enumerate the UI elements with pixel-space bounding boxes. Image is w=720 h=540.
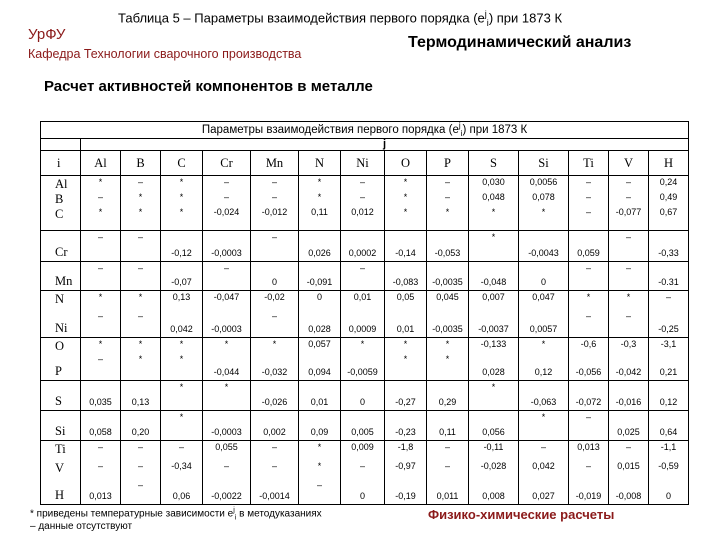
- footnote-star-end: в методуказаниях: [236, 508, 322, 520]
- table-cell: -0,072: [569, 381, 609, 411]
- column-header: N: [299, 151, 341, 176]
- table-cell: -0,0059: [341, 353, 385, 381]
- table-cell: –: [341, 460, 385, 479]
- table-cell: –: [569, 206, 609, 231]
- table-cell: 0,67: [649, 206, 689, 231]
- row-label: S: [41, 381, 81, 411]
- row-label: Ti: [41, 441, 81, 461]
- table-cell: –: [121, 176, 161, 192]
- table-cell: –: [569, 176, 609, 192]
- table-cell: 0,012: [341, 206, 385, 231]
- table-cell: 0,29: [427, 381, 469, 411]
- column-header: Ti: [569, 151, 609, 176]
- table-row: [41, 176, 689, 192]
- table-cell: *: [121, 338, 161, 354]
- table-row: [41, 353, 689, 381]
- row-label: Mn: [41, 262, 81, 291]
- table-cell: 0,013: [81, 479, 121, 505]
- table-cell: *: [81, 291, 121, 311]
- table-cell: 0,24: [649, 176, 689, 192]
- table-cell: 0,056: [469, 411, 519, 441]
- table-row: [41, 479, 689, 505]
- row-label: C: [41, 206, 81, 231]
- table-cell: –: [569, 262, 609, 291]
- table-cell: –: [609, 231, 649, 262]
- table-cell: -1,1: [649, 441, 689, 461]
- table-cell: –: [341, 176, 385, 192]
- table-row: [41, 411, 689, 441]
- table-cell: *: [299, 176, 341, 192]
- table-caption-sub: i: [460, 129, 463, 139]
- table-cell: *: [341, 338, 385, 354]
- table-cell: –: [609, 310, 649, 338]
- table-cell: *: [81, 176, 121, 192]
- table-cell: 0,20: [121, 411, 161, 441]
- table-cell: 0,01: [341, 291, 385, 311]
- table-cell: –: [121, 441, 161, 461]
- table-cell: *: [161, 381, 203, 411]
- table-cell: –: [161, 441, 203, 461]
- footnote-sub: i: [234, 514, 237, 522]
- table-cell: -0,016: [609, 381, 649, 411]
- column-header: Al: [81, 151, 121, 176]
- table-cell: 0,13: [161, 291, 203, 311]
- table-cell: *: [519, 411, 569, 441]
- table-cell: 0,09: [299, 411, 341, 441]
- slide-subtitle: Расчет активностей компонентов в металле: [44, 78, 373, 95]
- table-cell: –: [427, 176, 469, 192]
- table-cell: 0,015: [609, 460, 649, 479]
- table-cell: –: [81, 441, 121, 461]
- table-cell: 0,013: [569, 441, 609, 461]
- row-label: Ni: [41, 310, 81, 338]
- table-cell: *: [161, 353, 203, 381]
- table-cell: -0,0035: [427, 262, 469, 291]
- table-cell: *: [299, 441, 341, 461]
- table-cell: *: [161, 206, 203, 231]
- j-label: j: [81, 139, 689, 151]
- table-cell: -0,019: [569, 479, 609, 505]
- table-cell: 0,045: [427, 291, 469, 311]
- table-row: [41, 231, 689, 262]
- column-header: C: [161, 151, 203, 176]
- table-cell: -0,0014: [251, 479, 299, 505]
- table-cell: 0,01: [299, 381, 341, 411]
- column-header: V: [609, 151, 649, 176]
- table-cell: 0,048: [469, 191, 519, 206]
- table-cell: *: [203, 381, 251, 411]
- corner-cell: [41, 139, 81, 151]
- table-cell: -0,063: [519, 381, 569, 411]
- table-cell: -0,048: [469, 262, 519, 291]
- table-cell: –: [609, 441, 649, 461]
- table-cell: *: [385, 206, 427, 231]
- table-cell: *: [121, 353, 161, 381]
- table-cell: –: [569, 310, 609, 338]
- table-cell: –: [251, 176, 299, 192]
- table-cell: –: [203, 191, 251, 206]
- table-cell: *: [609, 291, 649, 311]
- table-cell: *: [81, 206, 121, 231]
- table-cell: *: [385, 191, 427, 206]
- table-cell: *: [121, 206, 161, 231]
- table-cell: 0,0009: [341, 310, 385, 338]
- table-cell: –: [81, 353, 121, 381]
- table-cell: –: [81, 460, 121, 479]
- table-cell: *: [469, 231, 519, 262]
- table-cell: 0,058: [81, 411, 121, 441]
- table-row: [41, 310, 689, 338]
- section-title: Термодинамический анализ: [408, 34, 632, 51]
- table-cell: –: [569, 460, 609, 479]
- row-label: O: [41, 338, 81, 354]
- table-cell: 0,055: [203, 441, 251, 461]
- table-cell: 0,49: [649, 191, 689, 206]
- table-cell: 0,042: [161, 310, 203, 338]
- table-cell: -0,0037: [469, 310, 519, 338]
- table-cell: -0,083: [385, 262, 427, 291]
- table-cell: –: [569, 191, 609, 206]
- table-cell: –: [121, 460, 161, 479]
- row-label: P: [41, 353, 81, 381]
- table-cell: -0,07: [161, 262, 203, 291]
- table-cell: –: [649, 291, 689, 311]
- table-cell: -0,97: [385, 460, 427, 479]
- table-cell: *: [121, 291, 161, 311]
- table-cell: –: [203, 176, 251, 192]
- table-cell: *: [203, 338, 251, 354]
- i-label: i: [41, 151, 81, 176]
- table-cell: 0,009: [341, 441, 385, 461]
- table-cell: -0,0003: [203, 310, 251, 338]
- footnote-star-text: * приведены температурные зависимости e: [30, 508, 234, 520]
- table-cell: –: [203, 262, 251, 291]
- table-cell: –: [341, 262, 385, 291]
- table-cell: –: [341, 191, 385, 206]
- table-cell: -0,25: [649, 310, 689, 338]
- table-cell: –: [251, 460, 299, 479]
- table-title: [118, 9, 562, 28]
- table-cell: 0,025: [609, 411, 649, 441]
- table-cell: -0,02: [251, 291, 299, 311]
- footnote-sup: j: [233, 507, 235, 514]
- row-label: V: [41, 460, 81, 479]
- table-cell: 0,0056: [519, 176, 569, 192]
- table-row: [41, 460, 689, 479]
- column-header: Si: [519, 151, 569, 176]
- table-cell: –: [81, 262, 121, 291]
- table-cell: *: [427, 353, 469, 381]
- table-cell: *: [161, 176, 203, 192]
- table-cell: -0,59: [649, 460, 689, 479]
- table-cell: –: [203, 460, 251, 479]
- table-cell: 0,011: [427, 479, 469, 505]
- table-cell: 0: [251, 262, 299, 291]
- table-cell: 0: [519, 262, 569, 291]
- table-cell: 0: [341, 479, 385, 505]
- table-cell: –: [81, 310, 121, 338]
- department-name: Кафедра Технологии сварочного производства: [28, 47, 302, 61]
- column-header: O: [385, 151, 427, 176]
- table-cell: -0,6: [569, 338, 609, 354]
- table-cell: *: [121, 191, 161, 206]
- table-row: [41, 338, 689, 354]
- table-cell: -0,042: [609, 353, 649, 381]
- table-cell: –: [609, 262, 649, 291]
- table-cell: -0,3: [609, 338, 649, 354]
- table-cell: –: [121, 310, 161, 338]
- table-cell: -0,0035: [427, 310, 469, 338]
- table-row: [41, 262, 689, 291]
- table-row: [41, 441, 689, 461]
- table-cell: 0,12: [519, 353, 569, 381]
- table-cell: *: [427, 206, 469, 231]
- table-cell: 0,078: [519, 191, 569, 206]
- table-cell: -0,11: [469, 441, 519, 461]
- table-cell: -0,024: [203, 206, 251, 231]
- table-cell: 0,01: [385, 310, 427, 338]
- table-row: [41, 291, 689, 311]
- table-row: [41, 206, 689, 231]
- table-cell: *: [251, 338, 299, 354]
- table-cell: -0,026: [251, 381, 299, 411]
- table-cell: -0,028: [469, 460, 519, 479]
- table-cell: *: [299, 460, 341, 479]
- table-cell: 0,21: [649, 353, 689, 381]
- table-cell: -0,077: [609, 206, 649, 231]
- table-cell: -3,1: [649, 338, 689, 354]
- table-cell: –: [121, 231, 161, 262]
- table-cell: –: [299, 479, 341, 505]
- table-cell: 0,094: [299, 353, 341, 381]
- column-header: P: [427, 151, 469, 176]
- table-cell: 0,0057: [519, 310, 569, 338]
- table-cell: 0,0002: [341, 231, 385, 262]
- table-cell: *: [299, 191, 341, 206]
- table-cell: -0,044: [203, 353, 251, 381]
- table-cell: -0,091: [299, 262, 341, 291]
- table-title-sub: i: [486, 17, 489, 28]
- table-cell: -0,053: [427, 231, 469, 262]
- table-cell: 0,030: [469, 176, 519, 192]
- table-row: [41, 381, 689, 411]
- table-cell: 0,008: [469, 479, 519, 505]
- table-cell: –: [81, 191, 121, 206]
- table-cell: *: [385, 338, 427, 354]
- table-cell: *: [81, 338, 121, 354]
- table-cell: –: [609, 176, 649, 192]
- row-label: Cr: [41, 231, 81, 262]
- table-cell: -0,008: [609, 479, 649, 505]
- table-cell: –: [121, 262, 161, 291]
- table-cell: *: [469, 206, 519, 231]
- table-caption: [41, 122, 689, 139]
- table-cell: –: [251, 231, 299, 262]
- table-cell: –: [251, 441, 299, 461]
- row-label: Si: [41, 411, 81, 441]
- column-header: H: [649, 151, 689, 176]
- table-cell: –: [609, 191, 649, 206]
- row-label: B: [41, 191, 81, 206]
- table-cell: 0,057: [299, 338, 341, 354]
- table-cell: 0,06: [161, 479, 203, 505]
- row-label: N: [41, 291, 81, 311]
- table-cell: –: [569, 411, 609, 441]
- column-header: B: [121, 151, 161, 176]
- table-cell: –: [251, 310, 299, 338]
- table-cell: -0,0022: [203, 479, 251, 505]
- table-cell: *: [385, 353, 427, 381]
- table-cell: *: [519, 338, 569, 354]
- table-cell: *: [385, 176, 427, 192]
- table-row: [41, 191, 689, 206]
- table-cell: -0,056: [569, 353, 609, 381]
- table-cell: 0,13: [121, 381, 161, 411]
- table-cell: *: [161, 411, 203, 441]
- table-cell: -0.31: [649, 262, 689, 291]
- org-name: УрФУ: [28, 26, 66, 43]
- footnote-dash: – данные отсутствуют: [30, 521, 133, 532]
- table-cell: 0,059: [569, 231, 609, 262]
- column-header: Ni: [341, 151, 385, 176]
- table-cell: 0,026: [299, 231, 341, 262]
- table-cell: -0,23: [385, 411, 427, 441]
- interaction-parameters-table: [40, 121, 689, 505]
- table-cell: –: [121, 479, 161, 505]
- column-header: Mn: [251, 151, 299, 176]
- table-caption-end: ) при 1873 К: [462, 123, 528, 136]
- table-cell: -0,34: [161, 460, 203, 479]
- table-cell: 0: [649, 479, 689, 505]
- table-cell: -0,33: [649, 231, 689, 262]
- table-cell: *: [161, 338, 203, 354]
- footnote-star: [30, 507, 322, 521]
- table-cell: –: [519, 441, 569, 461]
- table-cell: 0: [299, 291, 341, 311]
- table-cell: 0: [341, 381, 385, 411]
- table-cell: -0,14: [385, 231, 427, 262]
- table-cell: 0,035: [81, 381, 121, 411]
- table-title-sup: j: [484, 9, 487, 19]
- table-cell: -0,0043: [519, 231, 569, 262]
- footer-section-label: Физико-химические расчеты: [428, 507, 615, 522]
- table-cell: *: [569, 291, 609, 311]
- table-cell: -0,0003: [203, 231, 251, 262]
- table-title-text: Таблица 5 – Параметры взаимодействия первого порядка (e: [118, 10, 485, 26]
- table-cell: *: [469, 381, 519, 411]
- table-cell: -1,8: [385, 441, 427, 461]
- table-cell: 0,002: [251, 411, 299, 441]
- table-cell: -0,0003: [203, 411, 251, 441]
- table-cell: -0,032: [251, 353, 299, 381]
- column-header: S: [469, 151, 519, 176]
- table-cell: 0,027: [519, 479, 569, 505]
- table-cell: -0,012: [251, 206, 299, 231]
- table-title-end: ) при 1873 К: [488, 10, 563, 26]
- table-cell: -0,12: [161, 231, 203, 262]
- table-cell: 0,028: [469, 353, 519, 381]
- table-cell: 0,007: [469, 291, 519, 311]
- table-cell: 0,005: [341, 411, 385, 441]
- table-caption-sup: j: [458, 121, 461, 130]
- row-label: H: [41, 479, 81, 505]
- table-cell: –: [251, 191, 299, 206]
- table-cell: *: [427, 338, 469, 354]
- table-cell: 0,047: [519, 291, 569, 311]
- table-cell: –: [427, 191, 469, 206]
- column-header: Cr: [203, 151, 251, 176]
- table-cell: *: [519, 206, 569, 231]
- table-cell: *: [161, 191, 203, 206]
- table-cell: -0,27: [385, 381, 427, 411]
- table-cell: 0,64: [649, 411, 689, 441]
- row-label: Al: [41, 176, 81, 192]
- table-cell: –: [81, 231, 121, 262]
- table-cell: 0,11: [299, 206, 341, 231]
- table-cell: 0,12: [649, 381, 689, 411]
- table-cell: –: [427, 460, 469, 479]
- table-cell: -0,19: [385, 479, 427, 505]
- table-cell: –: [427, 441, 469, 461]
- table-cell: 0,028: [299, 310, 341, 338]
- table-caption-text: Параметры взаимодействия первого порядка (e: [201, 123, 459, 136]
- table-cell: -0,133: [469, 338, 519, 354]
- table-cell: 0,042: [519, 460, 569, 479]
- table-cell: 0,05: [385, 291, 427, 311]
- table-cell: 0,11: [427, 411, 469, 441]
- table-cell: -0,047: [203, 291, 251, 311]
